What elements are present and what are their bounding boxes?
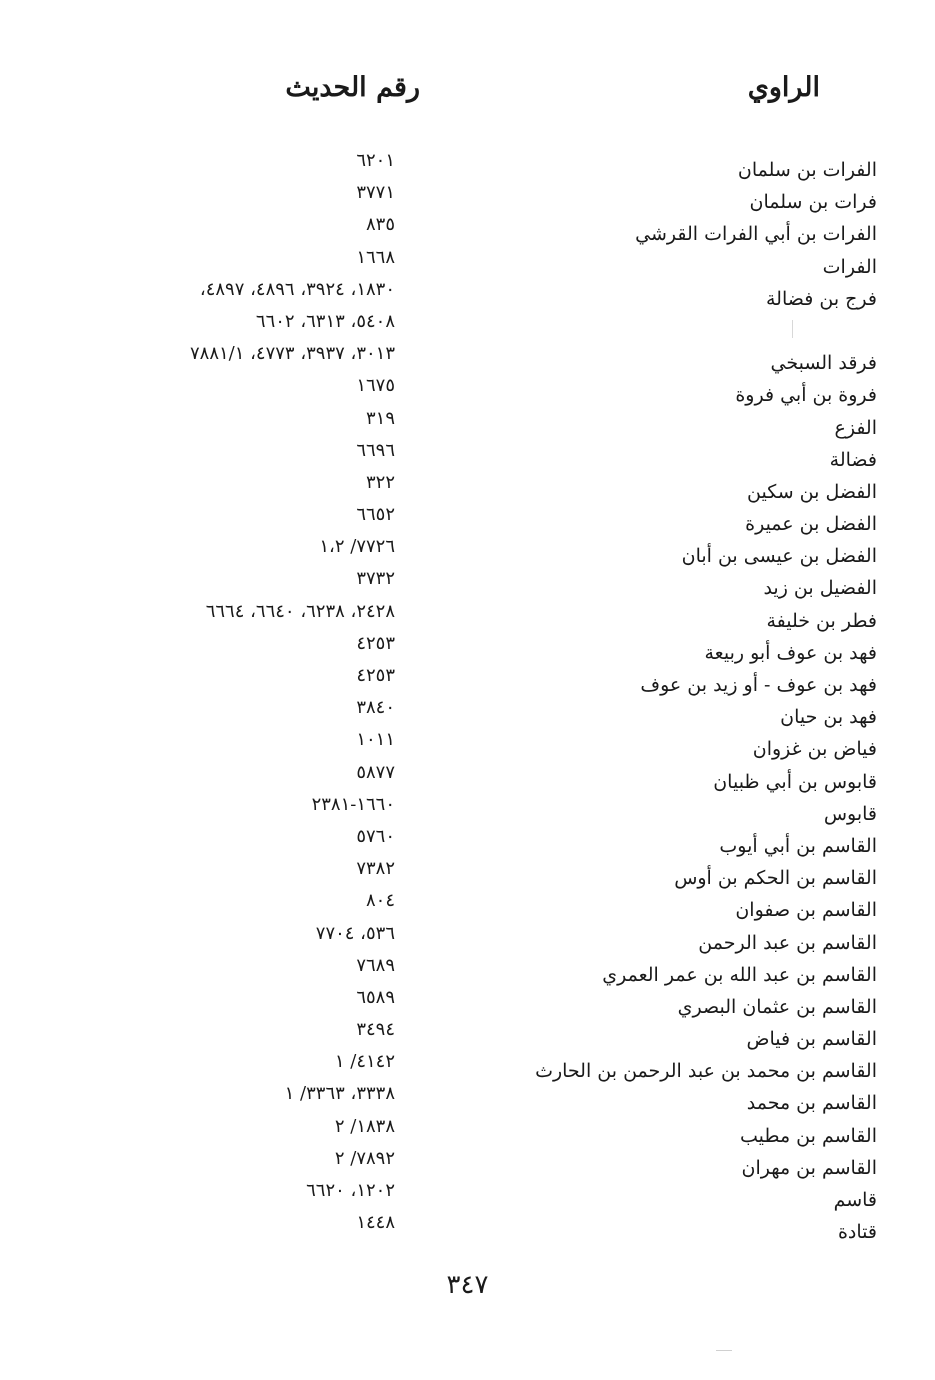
narrator-name: القاسم بن صفوان [735, 899, 877, 922]
narrator-name: الفضل بن عيسى بن أبان [681, 545, 877, 568]
narrator-column-header: الراوي [747, 72, 820, 103]
hadith-numbers: ٣٣٣٨، ٣٣٦٣/ ١ [284, 1083, 395, 1105]
hadith-numbers: ٧٨٩٢/ ٢ [334, 1147, 395, 1169]
narrator-name: قابوس [823, 802, 877, 825]
narrator-name: قتادة [837, 1221, 877, 1244]
hadith-numbers: ٧٣٨٢ [356, 858, 395, 880]
hadith-numbers: ٣٠١٣، ٣٩٣٧، ٤٧٧٣، ٧٨٨١/١ [189, 343, 395, 365]
index-row [0, 600, 935, 637]
index-row [0, 214, 935, 250]
narrator-name: فرقد السبخي [770, 352, 877, 375]
page-number: ٣٤٧ [446, 1270, 489, 1300]
hadith-number-column-header: رقم الحديث [285, 72, 420, 103]
hadith-numbers: ١٤٤٨ [356, 1212, 395, 1234]
narrator-name: الفضيل بن زيد [763, 577, 877, 600]
index-row [0, 1083, 935, 1119]
narrator-name: القاسم بن مهران [741, 1156, 877, 1179]
index-row [0, 922, 935, 959]
hadith-numbers: ٢٤٢٨، ٦٢٣٨، ٦٦٤٠، ٦٦٦٤ [205, 600, 395, 622]
index-row [0, 182, 935, 218]
hadith-numbers: ٨٠٤ [365, 890, 395, 912]
scan-mark [716, 1350, 732, 1351]
hadith-numbers: ٧٧٢٦/ ١،٢ [319, 536, 395, 558]
hadith-numbers: ٤٢٥٣ [356, 632, 395, 654]
index-row [0, 665, 935, 701]
index-row [0, 471, 935, 508]
index-row [0, 632, 935, 669]
hadith-numbers: ٦٦٥٢ [356, 504, 395, 526]
hadith-numbers: ٦٢٠١ [356, 150, 395, 171]
index-row [0, 1051, 935, 1087]
index-row [0, 536, 935, 572]
hadith-numbers: ٣٧٣٢ [356, 568, 395, 590]
narrator-name: القاسم بن الحكم بن أوس [674, 867, 877, 890]
narrator-name: الفضل بن عميرة [745, 513, 877, 536]
hadith-numbers: ١٨٣٠، ٣٩٢٤، ٤٨٩٦، ٤٨٩٧، [199, 278, 395, 300]
index-row [0, 858, 935, 894]
narrator-name: القاسم بن فياض [746, 1028, 877, 1051]
index-row [0, 568, 935, 604]
index-row [0, 1180, 935, 1216]
narrator-name: قاسم [833, 1189, 877, 1211]
index-row [0, 1019, 935, 1055]
narrator-name: فهد بن عوف أبو ربيعة [704, 641, 877, 664]
index-row [0, 954, 935, 991]
hadith-numbers: ٣٨٤٠ [356, 697, 395, 719]
hadith-numbers: ٧٦٨٩ [356, 954, 395, 976]
hadith-numbers: ٥٧٦٠ [356, 825, 395, 847]
narrator-name: الفرات بن سلمان [737, 159, 877, 181]
narrator-name: فرج بن فضالة [766, 287, 877, 310]
narrator-name: الفضل بن سكين [747, 480, 877, 503]
index-row [0, 343, 935, 379]
index-row [0, 697, 935, 733]
index-row [0, 1115, 935, 1152]
hadith-numbers: ٥٤٠٨، ٦٣١٣، ٦٦٠٢ [255, 310, 395, 332]
hadith-numbers: ١٦٦٨ [356, 246, 395, 268]
hadith-numbers: ١٦٦٠-٢٣٨١ [311, 793, 395, 815]
index-table [0, 150, 935, 1248]
hadith-numbers: ٣٧٧١ [356, 182, 395, 204]
index-row [0, 1212, 935, 1248]
narrator-name: الفرات بن أبي الفرات القرشي [635, 223, 877, 246]
narrator-name: القاسم بن عبد الرحمن [698, 931, 877, 954]
narrator-name: فرات بن سلمان [749, 191, 877, 214]
narrator-name: القاسم بن أبي أيوب [719, 834, 877, 857]
index-row [0, 375, 935, 411]
narrator-name: فهد بن عوف - أو زيد بن عوف [640, 674, 877, 696]
hadith-numbers: ٤٢٥٣ [356, 665, 395, 686]
hadith-numbers: ١٦٧٥ [356, 375, 395, 397]
index-row [0, 504, 935, 540]
narrator-name: فياض بن غزوان [752, 738, 877, 761]
hadith-numbers: ٣١٩ [365, 407, 395, 429]
index-row [0, 729, 935, 765]
narrator-name: القاسم بن محمد بن عبد الرحمن بن الحارث [535, 1060, 877, 1083]
hadith-numbers: ٥٣٦، ٧٧٠٤ [315, 922, 395, 944]
narrator-name: الفزع [834, 416, 877, 439]
index-row [0, 246, 935, 283]
hadith-numbers: ٣٤٩٤ [356, 1019, 395, 1041]
hadith-numbers: ٥٨٧٧ [356, 761, 395, 783]
index-row [0, 278, 935, 315]
index-row [0, 310, 935, 347]
hadith-numbers: ٣٢٢ [365, 471, 395, 493]
index-row [0, 1147, 935, 1184]
index-row [0, 890, 935, 926]
narrator-name: القاسم بن عثمان البصري [677, 995, 877, 1018]
index-row [0, 150, 935, 186]
index-row [0, 407, 935, 444]
narrator-name: الفرات [822, 255, 877, 278]
hadith-numbers: ١٠١١ [356, 729, 395, 751]
hadith-numbers: ٤١٤٢/ ١ [334, 1051, 395, 1073]
narrator-name: قابوس بن أبي ظبيان [713, 770, 877, 793]
narrator-name: القاسم بن محمد [746, 1092, 877, 1115]
narrator-name: فطر بن خليفة [766, 609, 877, 632]
hadith-numbers: ٦٦٩٦ [356, 439, 395, 461]
index-row [0, 825, 935, 862]
index-row [0, 761, 935, 798]
narrator-name: القاسم بن عبد الله بن عمر العمري [602, 963, 877, 986]
hadith-numbers: ١٢٠٢، ٦٦٢٠ [306, 1180, 395, 1201]
index-row [0, 986, 935, 1023]
hadith-numbers: ١٨٣٨/ ٢ [334, 1115, 395, 1137]
hadith-numbers: ٨٣٥ [365, 214, 395, 236]
hadith-numbers: ٦٥٨٩ [356, 986, 395, 1008]
narrator-name: فهد بن حيان [780, 706, 877, 729]
narrator-name: فضالة [829, 448, 877, 471]
narrator-name: القاسم بن مطيب [739, 1124, 877, 1147]
index-row [0, 793, 935, 830]
index-row [0, 439, 935, 476]
narrator-name: فروة بن أبي فروة [735, 384, 877, 407]
